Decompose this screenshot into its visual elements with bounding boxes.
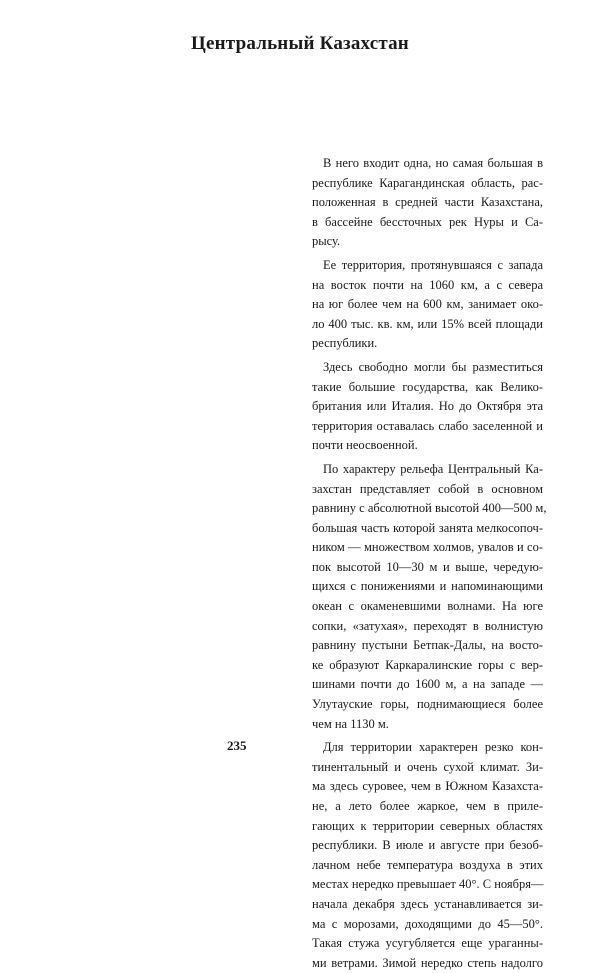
text-line: океан с окаменевшими волнами. На юге [312, 599, 543, 614]
text-line: не, а лето более жаркое, чем в приле- [312, 799, 543, 813]
text-line: равнину с абсолютной высотой 400—500 м, [312, 501, 547, 516]
text-line: ма здесь суровее, чем в Южном Казахста- [312, 779, 543, 794]
text-line: тинентальный и очень сухой климат. Зи- [312, 759, 543, 774]
text-line: шинами почти до 1600 м, а на западе — [312, 677, 543, 692]
text-line: республики. В июле и августе при безоб- [312, 838, 543, 853]
text-line: почти неосвоенной. [312, 438, 418, 453]
text-line: гающих к территории северных областях [312, 818, 543, 833]
text-line: Такая стужа усугубляется еще ураганны- [312, 936, 543, 951]
text-line: территория оставалась слабо заселенной и [312, 418, 543, 433]
text-line: чем на 1130 м. [312, 716, 389, 731]
text-line: такие большие государства, как Велико- [312, 379, 543, 394]
text-line: ником — множеством холмов, увалов и со- [312, 540, 543, 555]
text-line: захстан представляет собой в основном [312, 481, 543, 496]
text-line: Здесь свободно могли бы разместиться [323, 359, 543, 374]
text-line: республике Карагандинская область, рас- [312, 175, 543, 190]
text-line: По характеру рельефа Центральный Ка- [323, 461, 543, 476]
text-line: на юг более чем на 600 км, занимает око- [312, 297, 543, 312]
text-line: Улутауские горы, поднимающиеся более [312, 697, 543, 712]
text-line: британия или Италия. Но до Октября эта [312, 399, 543, 414]
text-line: большая часть которой занята мелкосопоч- [312, 520, 543, 535]
text-line: начала декабря здесь устанавливается зи- [312, 896, 543, 911]
text-line: местах нередко превышает 40°. С ноября— [312, 877, 544, 892]
paragraph [312, 256, 543, 354]
text-line: ма с морозами, доходящими до 45—50°. [312, 916, 543, 931]
text-line: Ее территория, протянувшаяся с запада [323, 257, 543, 272]
text-line: сопки, «затухая», переходят в волнистую [312, 618, 543, 633]
text-line: Для территории характерен резко кон- [323, 740, 543, 755]
text-line: ми ветрами. Зимой нередко степь надолго [312, 955, 543, 970]
text-line: щихся с понижениями и напоминающими [312, 579, 543, 594]
text-line: ке образуют Каркаралинские горы с вер- [312, 657, 543, 672]
text-line: ло 400 тыс. кв. км, или 15% всей площади [312, 316, 543, 331]
paragraph [312, 738, 543, 973]
paragraph [312, 460, 547, 734]
text-line: в бассейне бессточных рек Нуры и Са- [312, 214, 543, 229]
page-title: Центральный Казахстан [191, 33, 409, 54]
text-line: рысу. [312, 234, 341, 249]
paragraph [312, 358, 543, 456]
text-line: равнину пустыни Бетпак-Далы, на восто- [312, 638, 543, 653]
page-number: 235 [227, 738, 247, 753]
text-line: республики. [312, 336, 378, 351]
text-line: на восток почти на 1060 км, а с севера [312, 277, 543, 292]
paragraph [312, 154, 543, 252]
text-line: пок высотой 10—30 м и выше, чередую- [312, 559, 543, 574]
text-line: В него входит одна, но самая большая в [323, 156, 543, 170]
text-line: лачном небе температура воздуха в этих [312, 857, 543, 872]
text-column [312, 154, 547, 973]
text-line: положенная в средней части Казахстана, [312, 195, 543, 210]
